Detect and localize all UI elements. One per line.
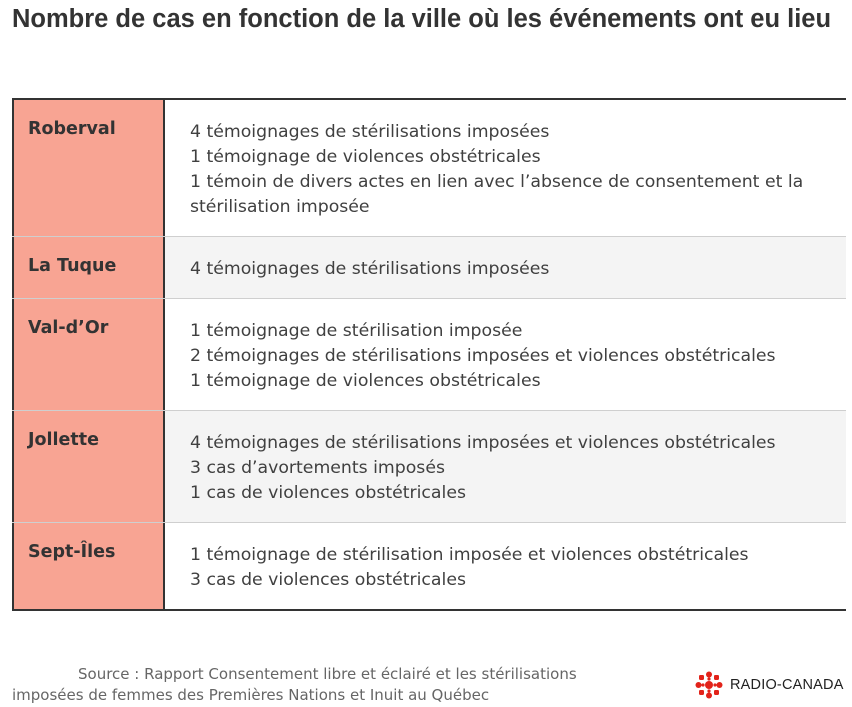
radio-canada-gem-icon (694, 670, 724, 700)
city-cell: La Tuque (12, 237, 165, 298)
city-cell: Sept-Îles (12, 523, 165, 609)
event-line: 1 témoignage de stérilisation imposée (190, 321, 523, 341)
event-line: 3 cas de violences obstétricales (190, 570, 466, 590)
table-row (12, 411, 846, 523)
city-cell: Jollette (12, 411, 165, 522)
event-line: 4 témoignages de stérilisations imposées (190, 259, 550, 279)
source-note: Source : Rapport Consentement libre et éclairé et les stérilisations imposées de femmes des Premières Nations et Inuit au Québec (12, 665, 577, 704)
table-row (12, 299, 846, 411)
table-row (12, 100, 846, 237)
radio-canada-logo (694, 670, 844, 700)
event-line: 1 témoignage de stérilisation imposée et violences obstétricales (190, 545, 749, 565)
event-line: 3 cas d’avortements imposés (190, 458, 445, 478)
events-cell (165, 411, 846, 522)
logo-text: RADIO-CANADA (730, 677, 844, 693)
event-line: 1 témoignage de violences obstétricales (190, 147, 541, 167)
city-cell: Roberval (12, 100, 165, 236)
event-line: 4 témoignages de stérilisations imposées (190, 122, 550, 142)
events-cell (165, 237, 846, 298)
table-row (12, 237, 846, 299)
events-cell (165, 523, 846, 609)
city-cell: Val-d’Or (12, 299, 165, 410)
events-cell (165, 299, 846, 410)
event-line: 4 témoignages de stérilisations imposées et violences obstétricales (190, 433, 776, 453)
event-line: 2 témoignages de stérilisations imposées et violences obstétricales (190, 346, 776, 366)
cases-table (12, 98, 846, 611)
event-line: 1 témoignage de violences obstétricales (190, 371, 541, 391)
event-line: 1 témoin de divers actes en lien avec l’absence de consentement et la stérilisation imposée (190, 172, 804, 217)
table-row (12, 523, 846, 609)
event-line: 1 cas de violences obstétricales (190, 483, 466, 503)
chart-title: Nombre de cas en fonction de la ville où les événements ont eu lieu (12, 5, 832, 33)
events-cell (165, 100, 846, 236)
